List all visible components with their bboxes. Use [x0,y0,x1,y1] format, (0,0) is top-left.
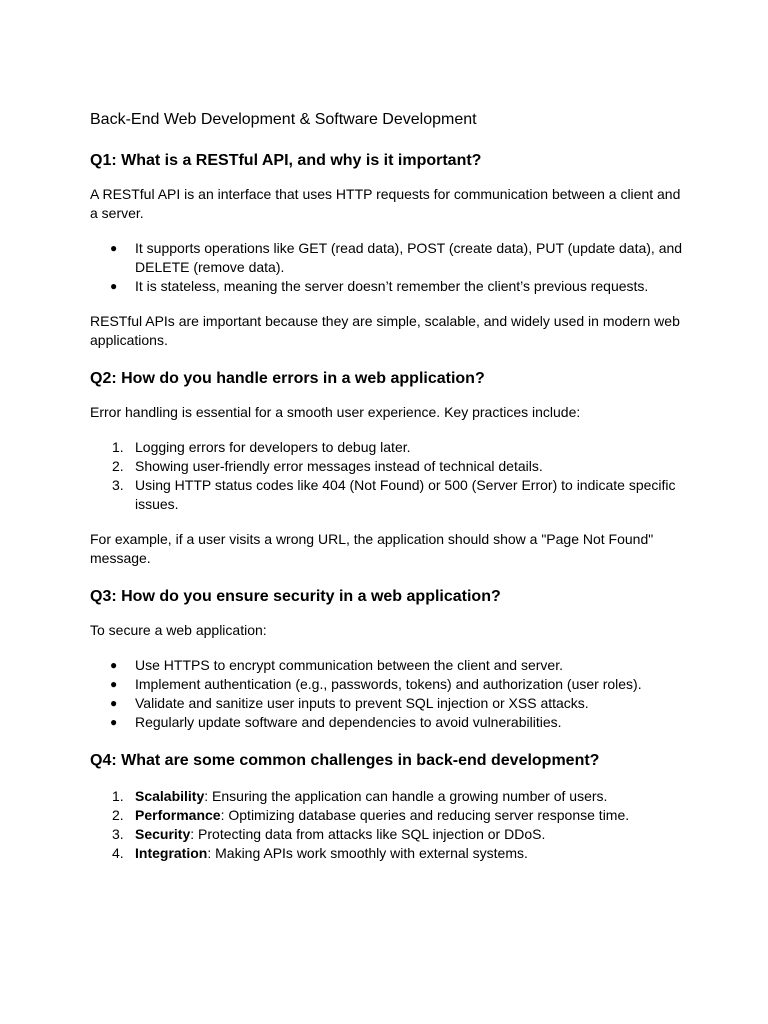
list-number: 4. [112,845,124,861]
q2-numbered-list [90,438,690,514]
bullet-icon: ● [110,241,118,255]
q1-intro: A RESTful API is an interface that uses HTTP requests for communication between a client and a server. [90,186,681,221]
list-item-text: Using HTTP status codes like 404 (Not Found) or 500 (Server Error) to indicate specific issues. [135,477,676,512]
list-item-text: : Protecting data from attacks like SQL injection or DDoS. [190,826,546,842]
q2-heading: Q2: How do you handle errors in a web application? [90,370,485,387]
q3-bullet-list [90,656,690,732]
list-item-text: It supports operations like GET (read data), POST (create data), PUT (update data), and DELETE (remove data). [135,240,683,275]
list-item-text: : Making APIs work smoothly with external systems. [207,845,528,861]
list-number: 1. [112,788,124,804]
bullet-icon: ● [110,696,118,710]
list-item-text: Use HTTPS to encrypt communication between the client and server. [135,657,563,673]
list-number: 3. [112,477,124,493]
list-item [90,675,690,694]
list-item-term: Scalability [135,788,205,804]
list-item-text: Logging errors for developers to debug later. [135,439,411,455]
q4-numbered-list [90,787,690,863]
list-item [90,277,690,296]
q1-conclusion: RESTful APIs are important because they are simple, scalable, and widely used in modern web applications. [90,313,680,348]
q2-example: For example, if a user visits a wrong URL, the application should show a "Page Not Found" message. [90,531,654,566]
q4-heading: Q4: What are some common challenges in back-end development? [90,752,600,769]
list-number: 3. [112,826,124,842]
q1-heading: Q1: What is a RESTful API, and why is it important? [90,152,482,169]
list-item [90,713,690,732]
list-item [90,457,690,476]
list-item-text: Regularly update software and dependencies to avoid vulnerabilities. [135,714,562,730]
q1-bullet-list [90,239,690,296]
list-item [90,694,690,713]
list-number: 2. [112,807,124,823]
list-item [90,656,690,675]
list-item [90,239,690,277]
bullet-icon: ● [110,279,118,293]
q2-intro: Error handling is essential for a smooth user experience. Key practices include: [90,404,581,420]
list-item [90,476,690,514]
bullet-icon: ● [110,715,118,729]
list-item-text: Showing user-friendly error messages instead of technical details. [135,458,543,474]
q3-heading: Q3: How do you ensure security in a web application? [90,588,501,605]
list-number: 2. [112,458,124,474]
q3-intro: To secure a web application: [90,622,267,638]
list-item-text: Validate and sanitize user inputs to prevent SQL injection or XSS attacks. [135,695,589,711]
document-page [90,110,690,863]
list-item [90,844,690,863]
list-item-text: Implement authentication (e.g., passwords, tokens) and authorization (user roles). [135,676,642,692]
list-item-text: : Ensuring the application can handle a growing number of users. [204,788,608,804]
list-item [90,787,690,806]
list-item-term: Security [135,826,191,842]
list-item-term: Performance [135,807,221,823]
list-item [90,438,690,457]
bullet-icon: ● [110,658,118,672]
bullet-icon: ● [110,677,118,691]
document-title: Back-End Web Development & Software Development [90,111,477,128]
list-item-term: Integration [135,845,208,861]
list-item-text: : Optimizing database queries and reducing server response time. [220,807,630,823]
list-item [90,825,690,844]
list-item [90,806,690,825]
list-number: 1. [112,439,124,455]
list-item-text: It is stateless, meaning the server doesn’t remember the client’s previous requests. [135,278,649,294]
